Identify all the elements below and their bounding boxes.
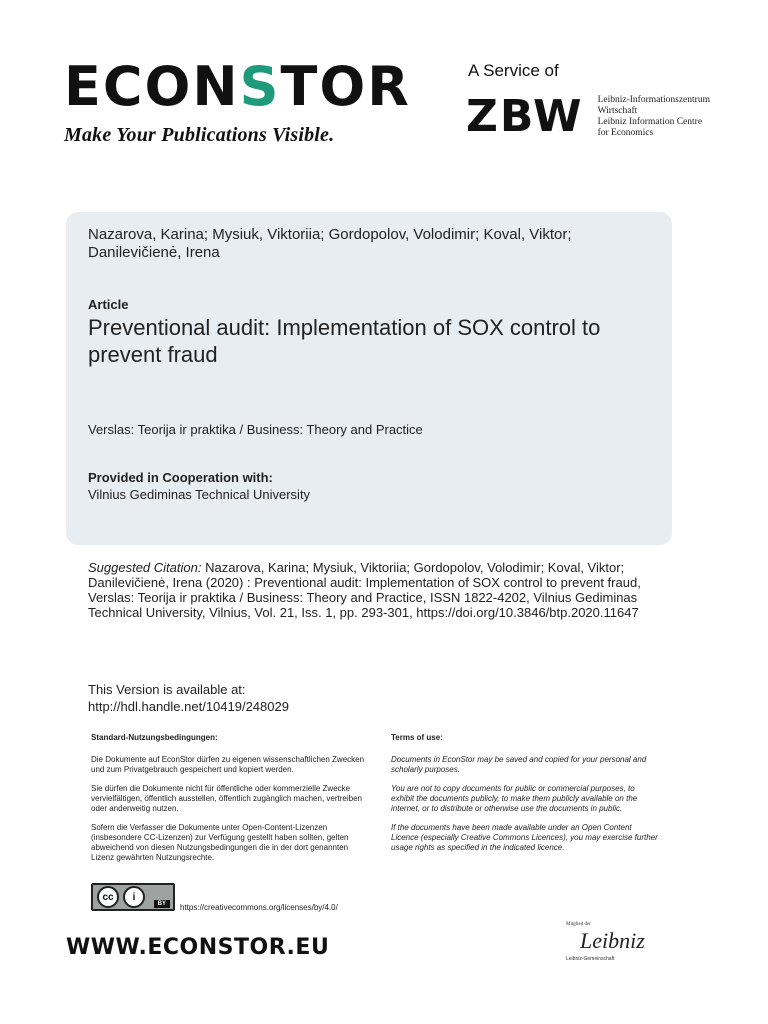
service-label: A Service of <box>468 61 559 80</box>
article-type: Article <box>88 297 129 312</box>
zbw-line: for Economics <box>597 128 654 138</box>
terms-german <box>91 733 371 872</box>
terms-german-paragraph: Die Dokumente auf EconStor dürfen zu eigenen wissenschaftlichen Zwecken und zum Privatgebrauch gespeichert und kopiert werden. <box>91 755 365 774</box>
license-url-link[interactable]: https://creativecommons.org/licenses/by/4.0/ <box>180 903 338 912</box>
zbw-logo <box>466 91 710 142</box>
cc-icon: cc <box>97 886 119 908</box>
econstor-website[interactable]: WWW.ECONSTOR.EU <box>66 935 330 960</box>
terms-german-paragraph: Sofern die Verfasser die Dokumente unter Open-Content-Lizenzen (insbesondere CC-Lizenzen) zur Verfügung gestellt haben sollten, gelten abweichend von diesen Nutzungsbedingungen die in der dort genannten Lizenz gewährten Nutzungsrechte. <box>91 823 349 862</box>
econstor-logo <box>64 55 411 147</box>
zbw-description <box>598 95 710 139</box>
terms-english-paragraph: If the documents have been made available under an Open Content Licence (especially Creative Commons Licences), you may exercise further usage rights as specified in the indicated licence. <box>391 823 658 852</box>
leibniz-signature: Leibniz <box>580 928 645 953</box>
terms-english <box>391 733 659 862</box>
terms-english-paragraph: Documents in EconStor may be saved and copied for your personal and scholarly purposes. <box>391 755 647 774</box>
terms-german-paragraph: Sie dürfen die Dokumente nicht für öffentliche oder kommerzielle Zwecke vervielfältigen, öffentlich ausstellen, öffentlich zugänglich machen, vertreiben oder anderweitig nutzen. <box>91 784 362 813</box>
citation-label: Suggested Citation: <box>88 560 202 575</box>
logo-tagline: Make Your Publications Visible. <box>64 124 335 146</box>
zbw-line: Wirtschaft <box>597 106 638 116</box>
terms-english-paragraph: You are not to copy documents for public or commercial purposes, to exhibit the documents publicly, to make them publicly available on the internet, or to distribute or otherwise use the documents in public. <box>391 784 638 813</box>
version-info <box>88 681 289 715</box>
citation-text: Nazarova, Karina; Mysiuk, Viktoriia; Gordopolov, Volodimir; Koval, Viktor; Danilevičienė, Irena (2020) : Preventional audit: Implementation of SOX control to prevent fraud, Verslas: Teorija ir praktika / Business: Theory and Practice, ISSN 1822-4202, Vilnius Gediminas Technical University, Vilnius, Vol. 21, Iss. 1, pp. 293-301, https://doi.org/10.3846/btp.2020.11647 <box>88 560 641 620</box>
authors: Nazarova, Karina; Mysiuk, Viktoriia; Gordopolov, Volodimir; Koval, Viktor; Danilevičienė, Irena <box>88 226 572 261</box>
terms-english-heading: Terms of use: <box>391 733 443 742</box>
logo-part-tor: TOR <box>280 55 411 118</box>
zbw-line: Leibniz-Informationszentrum <box>597 95 710 105</box>
by-person-icon: i <box>123 886 145 908</box>
terms-german-heading: Standard-Nutzungsbedingungen: <box>91 733 218 742</box>
cc-by-label: BY <box>154 900 170 908</box>
version-label: This Version is available at: <box>88 682 246 697</box>
cooperation-institution: Vilnius Gediminas Technical University <box>88 487 311 502</box>
econstor-wordmark <box>64 55 411 118</box>
cc-by-badge[interactable] <box>91 883 175 911</box>
leibniz-member-text: Mitglied der <box>566 922 591 927</box>
journal-name: Verslas: Teorija ir praktika / Business: Theory and Practice <box>88 422 423 437</box>
suggested-citation <box>88 560 668 620</box>
logo-part-econ: ECON <box>64 55 240 118</box>
zbw-mark: ZBW <box>466 91 584 142</box>
article-title: Preventional audit: Implementation of SOX control to prevent fraud <box>88 315 601 367</box>
version-url-link[interactable]: http://hdl.handle.net/10419/248029 <box>88 699 289 714</box>
leibniz-logo <box>566 922 646 972</box>
logo-part-s: S <box>239 55 281 118</box>
cooperation-label: Provided in Cooperation with: <box>88 470 273 485</box>
leibniz-association-text: Leibniz-Gemeinschaft <box>566 956 615 962</box>
zbw-line: Leibniz Information Centre <box>597 117 703 127</box>
